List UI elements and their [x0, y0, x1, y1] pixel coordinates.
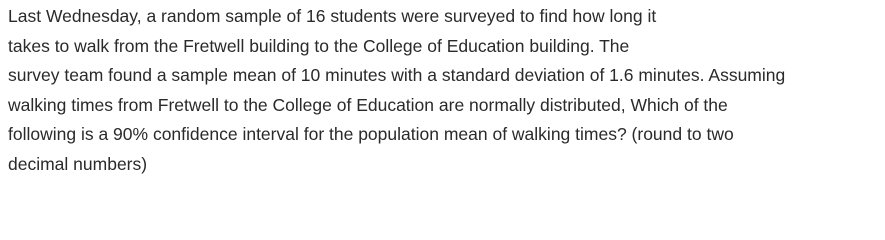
question-line-5: following is a 90% confidence interval for the population mean of walking times? (round to two [8, 124, 734, 144]
question-line-2: takes to walk from the Fretwell building to the College of Education building. The [8, 35, 630, 56]
question-line-4: walking times from Fretwell to the College of Education are normally distributed, Which of the [8, 94, 728, 115]
question-line-6: decimal numbers) [8, 153, 148, 174]
question-line-3: survey team found a sample mean of 10 minutes with a standard deviation of 1.6 minutes. Assuming [8, 65, 786, 85]
question-line-1: Last Wednesday, a random sample of 16 students were surveyed to find how long it [8, 6, 657, 26]
